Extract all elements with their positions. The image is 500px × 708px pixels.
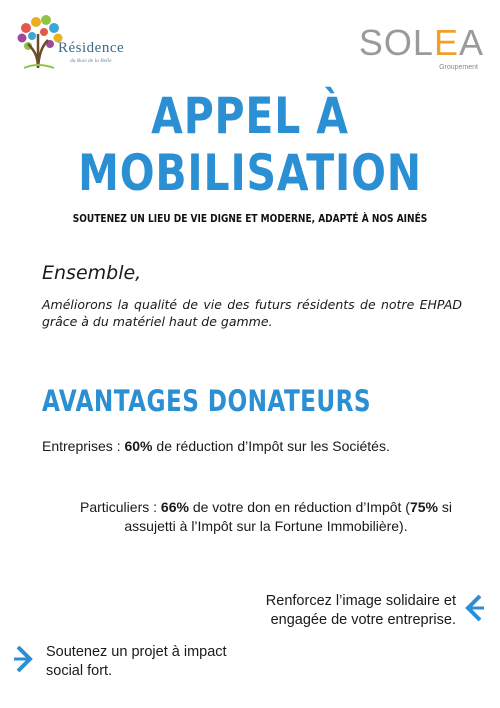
section-title: AVANTAGES DONATEURS bbox=[42, 384, 372, 418]
solea-wordmark-part: SOL bbox=[358, 22, 434, 63]
residence-brand-name: Résidence bbox=[58, 40, 125, 56]
particuliers-middle: de votre don en réduction d’Impôt ( bbox=[188, 499, 410, 515]
solea-wordmark-part: A bbox=[458, 22, 484, 63]
particuliers-percent-ifi: 75% bbox=[409, 499, 438, 515]
main-title-line-1: APPEL À bbox=[151, 87, 349, 145]
particuliers-benefit bbox=[56, 498, 476, 536]
solea-wordmark bbox=[359, 22, 484, 64]
tagline: SOUTENEZ UN LIEU DE VIE DIGNE ET MODERNE, ADAPTÉ À NOS AINÉS bbox=[72, 212, 428, 225]
solea-wordmark-accent: E bbox=[433, 22, 459, 63]
residence-logo bbox=[14, 10, 134, 72]
entreprises-percent: 60% bbox=[124, 438, 153, 454]
main-title-line-2: MOBILISATION bbox=[78, 144, 422, 202]
residence-brand-tagline: du Bois de la Belle bbox=[70, 58, 112, 64]
benefit-impact-social: Soutenez un projet à impact social fort. bbox=[46, 644, 227, 679]
solea-subtitle: Groupement bbox=[439, 64, 478, 71]
intro-heading: Ensemble, bbox=[42, 262, 142, 284]
particuliers-percent: 66% bbox=[160, 499, 189, 515]
intro-text: Améliorons la qualité de vie des futurs résidents de notre EHPAD grâce à du matériel haut de gamme. bbox=[42, 297, 462, 329]
solea-logo bbox=[360, 22, 484, 82]
particuliers-suffix: si assujetti à l’Impôt sur la Fortune Immobilière). bbox=[124, 499, 452, 534]
particuliers-prefix: Particuliers : bbox=[79, 499, 161, 515]
benefit-image-solidaire: Renforcez l’image solidaire et engagée de votre entreprise. bbox=[265, 593, 456, 628]
entreprises-prefix: Entreprises : bbox=[42, 438, 125, 454]
chevron-arrow-left-icon bbox=[462, 592, 486, 626]
chevron-arrow-right-icon bbox=[12, 643, 36, 677]
entreprises-suffix: de réduction d’Impôt sur les Sociétés. bbox=[152, 438, 390, 454]
entreprises-benefit bbox=[42, 437, 442, 456]
